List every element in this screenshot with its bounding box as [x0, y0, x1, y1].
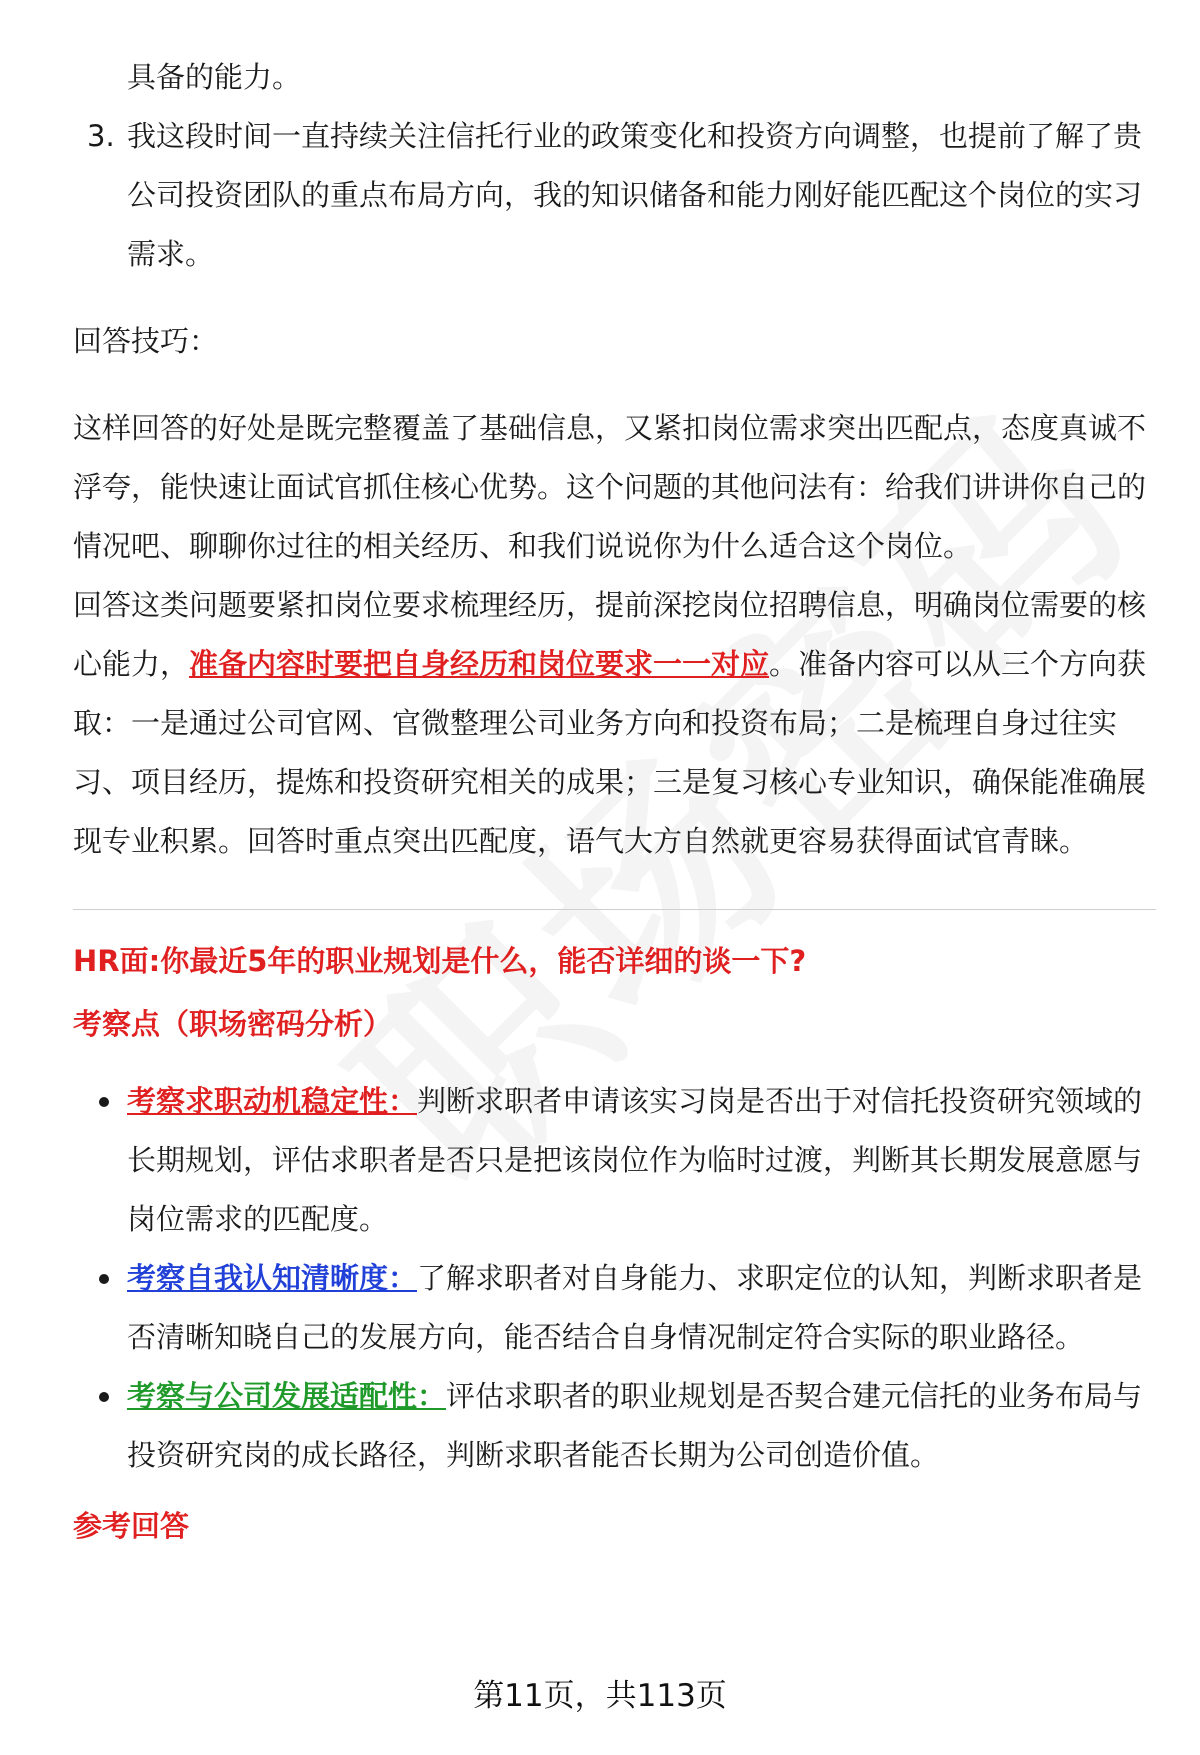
page-content [73, 48, 1153, 1556]
analysis-point-label: 考察与公司发展适配性： [127, 1379, 447, 1413]
question-title: HR面:你最近5年的职业规划是什么，能否详细的谈一下? [73, 944, 807, 978]
analysis-point [73, 1367, 1153, 1485]
tips-paragraph-2-end: 。准备内容可以从三个方向获取：一是通过公司官网、官微整理公司业务方向和投资布局；二是梳理自身过往实习、项目经历，提炼和投资研究相关的成果；三是复习核心专业知识，确保能准确展现专业积累。回答时重点突出匹配度，语气大方自然就更容易获得面试官青睐。 [73, 647, 1147, 858]
list-item-text: 我这段时间一直持续关注信托行业的政策变化和投资方向调整，也提前了解了贵公司投资团队的重点布局方向，我的知识储备和能力刚好能匹配这个岗位的实习需求。 [127, 119, 1143, 271]
analysis-point-text: 评估求职者的职业规划是否契合建元信托的业务布局与投资研究岗的成长路径，判断求职者能否长期为公司创造价值。 [127, 1379, 1143, 1472]
bullet-icon [99, 1274, 109, 1284]
section-divider [73, 909, 1156, 910]
tips-paragraph-2-start: 回答这类问题要紧扣岗位要求梳理经历，提前深挖岗位招聘信息，明确岗位需要的核心能力， [73, 588, 1147, 681]
analysis-point-label: 考察求职动机稳定性： [127, 1084, 418, 1118]
analysis-point-text: 判断求职者申请该实习岗是否出于对信托投资研究领域的长期规划，评估求职者是否只是把该岗位作为临时过渡，判断其长期发展意愿与岗位需求的匹配度。 [127, 1084, 1143, 1236]
tips-heading: 回答技巧： [73, 324, 219, 358]
bullet-icon [99, 1097, 109, 1107]
tips-paragraph-2 [73, 576, 1153, 871]
tips-paragraph-1: 这样回答的好处是既完整覆盖了基础信息，又紧扣岗位需求突出匹配点，态度真诚不浮夸，能快速让面试官抓住核心优势。这个问题的其他问法有：给我们讲讲你自己的情况吧、聊聊你过往的相关经历、和我们说说你为什么适合这个岗位。 [73, 411, 1147, 563]
analysis-point [73, 1249, 1153, 1367]
analysis-point-label: 考察自我认知清晰度： [127, 1261, 418, 1295]
list-item-3 [73, 107, 1153, 284]
reference-answer-heading: 参考回答 [73, 1509, 190, 1543]
list-number: 3. [87, 119, 115, 153]
page-number: 第11页，共113页 [473, 1678, 727, 1714]
analysis-point-text: 了解求职者对自身能力、求职定位的认知，判断求职者是否清晰知晓自己的发展方向，能否结合自身情况制定符合实际的职业路径。 [127, 1261, 1143, 1354]
highlight-text: 准备内容时要把自身经历和岗位要求一一对应 [189, 647, 770, 681]
analysis-heading: 考察点（职场密码分析） [73, 1007, 393, 1041]
bullet-icon [99, 1392, 109, 1402]
list-item-2-tail: 具备的能力。 [127, 60, 302, 94]
analysis-point [73, 1072, 1153, 1249]
